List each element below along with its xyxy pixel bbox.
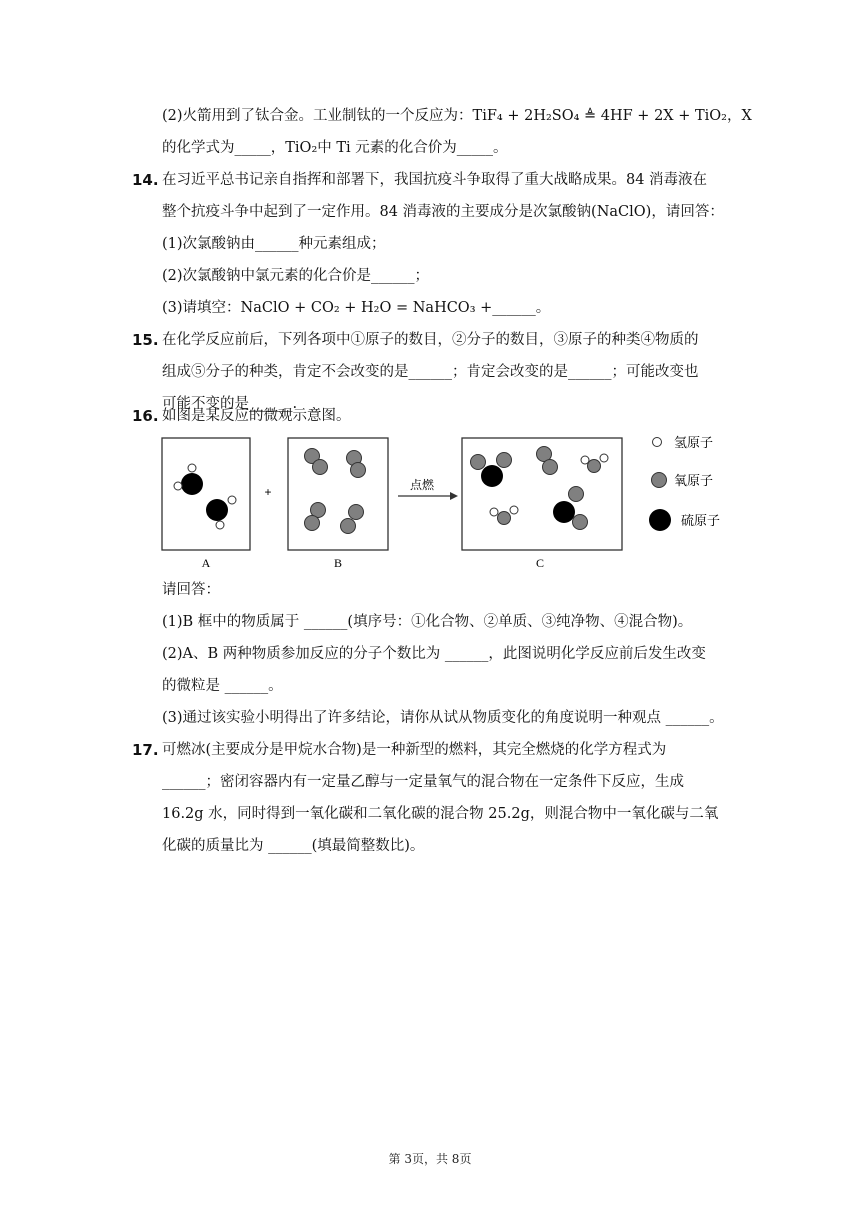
legend-oxygen: 氧原子 [674,474,714,489]
q14-part2: (2)次氯酸钠中氯元素的化合价是______； [162,268,430,284]
q16-part1: (1)B 框中的物质属于 ______(填序号：①化合物、②单质、③纯净物、④混合物)。 [162,614,693,630]
q16-part2-line1: (2)A、B 两种物质参加反应的分子个数比为 ______，此图说明化学反应前后发生改变 [162,646,706,662]
box-b [288,438,388,550]
question-number-14: 14. [132,171,159,189]
q16-part3: (3)通过该实验小明得出了许多结论，请你从试从物质变化的角度说明一种观点 ______。 [162,710,724,726]
question-number-17: 17. [132,741,159,759]
q14-stem-line2: 整个抗疫斗争中起到了一定作用。84 消毒液的主要成分是次氯酸钠(NaClO)，请回答： [162,204,724,220]
q17-line2: ______；密闭容器内有一定量乙醇与一定量氧气的混合物在一定条件下反应，生成 [162,774,684,790]
reaction-diagram [160,434,740,574]
arrow-label: 点燃 [409,478,435,492]
q14-part1: (1)次氯酸钠由______种元素组成； [162,236,386,252]
q15-stem-line2: 组成⑤分子的种类，肯定不会改变的是______；肯定会改变的是______；可能改变也 [162,364,699,380]
q17-line4: 化碳的质量比为 ______(填最简整数比)。 [162,838,425,854]
sulfur-atom-icon [649,509,671,531]
q16-prompt: 请回答： [162,582,220,598]
q17-line3: 16.2g 水，同时得到一氧化碳和二氧化碳的混合物 25.2g，则混合物中一氧化碳与二氧 [162,806,719,822]
label-a: A [201,556,211,570]
oxygen-atom-icon [652,473,667,488]
question-number-16: 16. [132,407,159,425]
q17-line1: 可燃冰(主要成分是甲烷水合物)是一种新型的燃料，其完全燃烧的化学方程式为 [162,742,667,758]
q15-stem-line1: 在化学反应前后，下列各项中①原子的数目，②分子的数目，③原子的种类④物质的 [162,332,699,348]
question-number-15: 15. [132,331,159,349]
label-b: B [333,556,343,570]
q14-part3: (3)请填空：NaClO + CO₂ + H₂O = NaHCO₃ +______。 [162,300,551,316]
arrow-head-icon [450,492,458,500]
label-c: C [535,556,545,570]
q13-part2-line1: (2)火箭用到了钛合金。工业制钛的一个反应为：TiF₄ + 2H₂SO₄ ≜ 4HF + 2X + TiO₂，X [162,108,752,124]
q14-stem-line1: 在习近平总书记亲自指挥和部署下，我国抗疫斗争取得了重大战略成果。84 消毒液在 [162,172,708,188]
q13-part2-line2: 的化学式为_____，TiO₂中 Ti 元素的化合价为_____。 [162,140,508,156]
q15-stem-line3: 可能不变的是______. [162,396,298,412]
plus-sign: + [264,485,272,499]
q16-part2-line2: 的微粒是 ______。 [162,678,283,694]
legend-sulfur: 硫原子 [681,514,721,529]
legend-hydrogen: 氢原子 [674,436,714,451]
box-a [162,438,250,550]
hydrogen-atom-icon [653,438,662,447]
page-footer: 第 3页，共 8页 [388,1152,472,1166]
q16-stem: 如图是某反应的微观示意图。 [162,408,351,424]
